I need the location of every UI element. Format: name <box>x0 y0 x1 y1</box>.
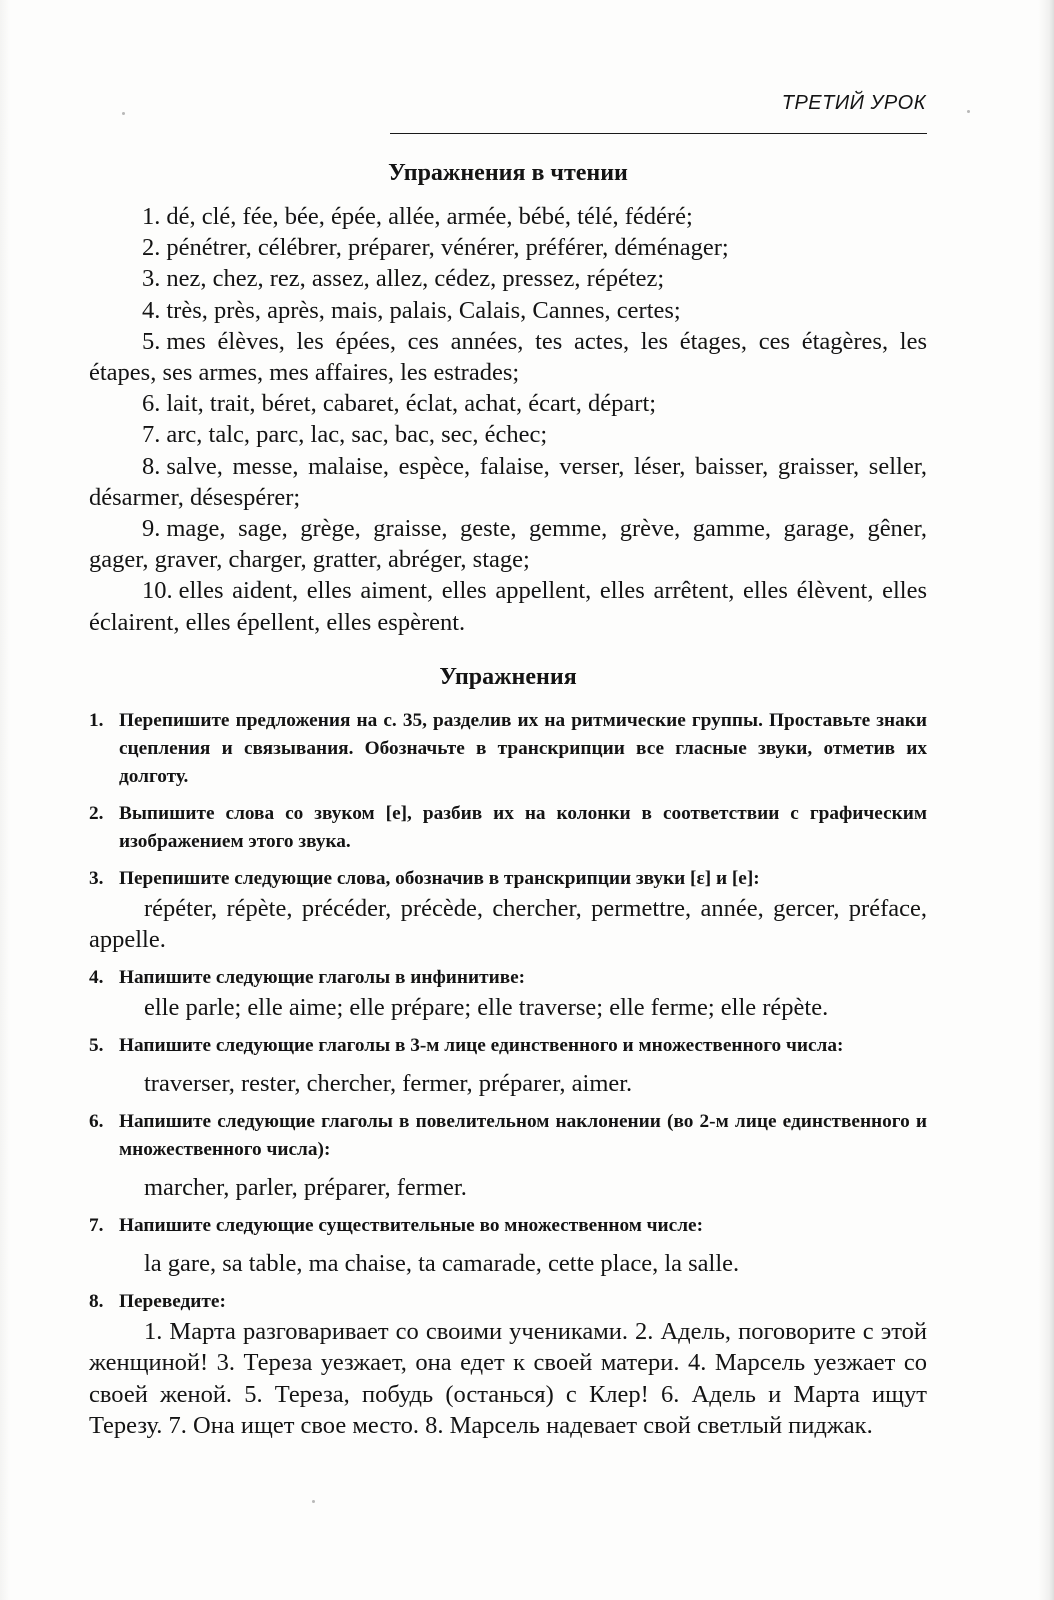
exercise-item <box>89 1108 927 1203</box>
exercise-item <box>89 1032 927 1099</box>
exercise-body: répéter, répète, précéder, précède, chercher, permettre, année, gercer, préface, appelle. <box>89 894 927 953</box>
scan-speck <box>122 112 125 115</box>
page-edge-shadow <box>1038 0 1054 1600</box>
exercise-number: 8. <box>89 1290 104 1312</box>
exercises-section-title: Упражнения <box>439 663 577 690</box>
exercise-body: marcher, parler, préparer, fermer. <box>144 1173 467 1201</box>
reading-item <box>89 513 927 575</box>
exercise-instruction-text: Переведите: <box>119 1290 226 1312</box>
exercise-body: 1. Марта разговаривает со своими учениками. 2. Адель, поговорите с этой женщиной! 3. Тереза уезжает, она едет к своей матери. 4. Марсель уезжает со своей женой. 5. Тереза, побудь (останься) с Клер! 6. Адель и Марта ищут Терезу. 7. Она ищет свое место. 8. Марсель надевает свой светлый пиджак. <box>89 1317 927 1440</box>
exercise-item <box>89 800 927 856</box>
page-gutter-shadow <box>0 0 10 1600</box>
scan-speck <box>967 110 970 113</box>
reading-item-text: elles aident, elles aiment, elles appellent, elles arrêtent, elles élèvent, elles éclairent, elles épellent, elles espèrent. <box>89 577 927 636</box>
exercise-body: traverser, rester, chercher, fermer, préparer, aimer. <box>144 1069 633 1097</box>
exercise-list <box>89 707 927 1442</box>
exercise-number: 7. <box>89 1214 104 1236</box>
exercise-number: 6. <box>89 1110 104 1132</box>
exercise-instruction <box>89 865 927 893</box>
reading-item <box>89 575 927 637</box>
reading-item-text: mage, sage, grège, graisse, geste, gemme, grève, gamme, garage, gêner, gager, graver, charger, gratter, abréger, stage; <box>89 515 927 574</box>
exercise-body: la gare, sa table, ma chaise, ta camarade, cette place, la salle. <box>144 1249 740 1277</box>
reading-item-number: 7. <box>142 421 161 449</box>
reading-item-text: mes élèves, les épées, ces années, tes actes, les étages, ces étagères, les étapes, ses armes, mes affaires, les estrades; <box>89 327 927 387</box>
reading-item-number: 5. <box>142 327 161 355</box>
reading-item <box>89 451 927 513</box>
exercise-body: elle parle; elle aime; elle prépare; elle traverse; elle ferme; elle répète. <box>144 993 829 1021</box>
reading-item-number: 6. <box>142 390 161 418</box>
reading-item-number: 8. <box>142 452 161 480</box>
running-head: ТРЕТИЙ УРОК <box>781 92 926 114</box>
exercise-instruction <box>89 964 927 992</box>
exercise-instruction-text: Напишите следующие глаголы в повелительном наклонении (во 2-м лице единственного и множественного числа): <box>119 1110 927 1160</box>
exercise-item <box>89 964 927 1023</box>
exercise-item <box>89 707 927 791</box>
exercise-number: 2. <box>89 802 104 824</box>
reading-item-number: 1. <box>142 203 161 230</box>
reading-item <box>89 295 927 326</box>
reading-section-title: Упражнения в чтении <box>388 160 628 186</box>
scan-speck <box>312 1500 315 1503</box>
exercise-number: 5. <box>89 1034 104 1056</box>
page-content <box>89 160 927 1451</box>
exercise-instruction-text: Напишите следующие существительные во множественном числе: <box>119 1214 704 1236</box>
exercise-instruction <box>89 1032 927 1060</box>
reading-item-text: très, près, après, mais, palais, Calais, Cannes, certes; <box>166 296 681 324</box>
reading-item <box>89 326 927 388</box>
reading-item-text: arc, talc, parc, lac, sac, bac, sec, échec; <box>166 421 548 449</box>
reading-item-text: pénétrer, célébrer, préparer, vénérer, préférer, déménager; <box>166 234 729 262</box>
exercise-instruction-text: Перепишите следующие слова, обозначив в транскрипции звуки [ε] и [e]: <box>119 867 760 889</box>
reading-item-text: dé, clé, fée, bée, épée, allée, armée, bébé, télé, fédéré; <box>166 203 693 230</box>
reading-item-number: 3. <box>142 265 161 293</box>
exercise-number: 4. <box>89 966 104 988</box>
exercise-instruction <box>89 1108 927 1164</box>
reading-item-number: 2. <box>142 234 161 262</box>
exercise-instruction <box>89 707 927 791</box>
exercise-item <box>89 1212 927 1279</box>
reading-item-number: 4. <box>142 296 161 324</box>
exercise-instruction-text: Перепишите предложения на с. 35, разделив их на ритмические группы. Проставьте знаки сцепления и связывания. Обозначьте в транскрипции все гласные звуки, отметив их долготу. <box>119 709 927 787</box>
reading-item-number: 10. <box>142 577 173 605</box>
exercise-number: 3. <box>89 867 104 889</box>
reading-item-text: lait, trait, béret, cabaret, éclat, achat, écart, départ; <box>166 390 657 418</box>
exercise-number: 1. <box>89 709 104 731</box>
reading-item-text: salve, messe, malaise, espèce, falaise, verser, léser, baisser, graisser, seller, désarmer, désespérer; <box>89 452 927 511</box>
exercise-instruction <box>89 1212 927 1240</box>
exercise-item <box>89 865 927 955</box>
reading-item-number: 9. <box>142 515 161 543</box>
reading-item-text: nez, chez, rez, assez, allez, cédez, pressez, répétez; <box>166 265 665 293</box>
exercise-instruction-text: Выпишите слова со звуком [e], разбив их на колонки в соответствии с графическим изображением этого звука. <box>119 802 927 852</box>
reading-item <box>89 419 927 450</box>
exercise-instruction <box>89 800 927 856</box>
reading-item <box>89 388 927 419</box>
exercise-instruction-text: Напишите следующие глаголы в инфинитиве: <box>119 966 526 988</box>
reading-item <box>89 232 927 263</box>
exercise-item <box>89 1288 927 1442</box>
reading-list <box>89 201 927 638</box>
reading-item <box>89 263 927 294</box>
exercise-instruction <box>89 1288 927 1316</box>
reading-item <box>89 201 927 232</box>
header-rule <box>390 133 927 134</box>
exercise-instruction-text: Напишите следующие глаголы в 3-м лице единственного и множественного числа: <box>119 1034 844 1056</box>
